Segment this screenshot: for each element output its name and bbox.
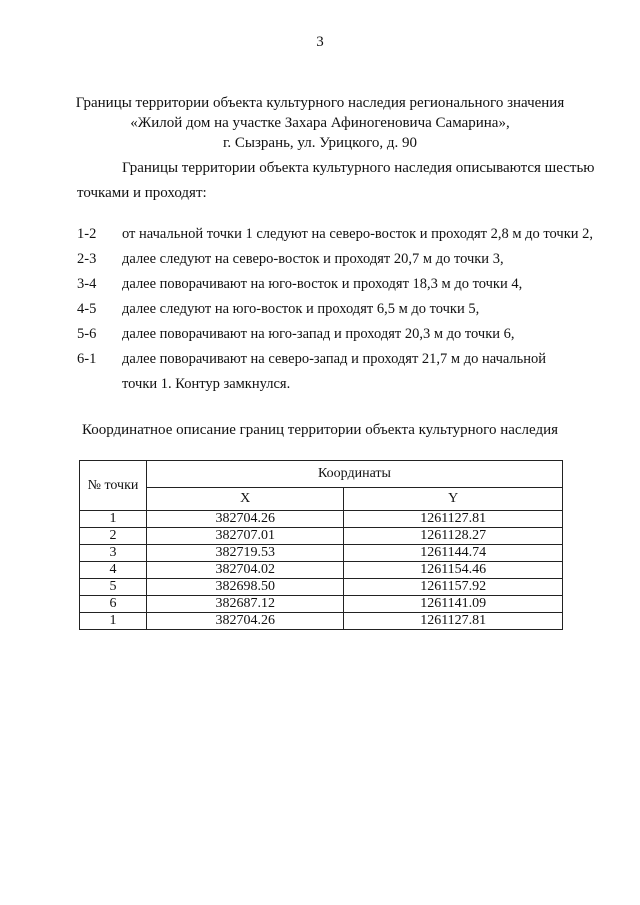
cell-y: 1261128.27 <box>344 528 563 545</box>
segment-code: 1-2 <box>77 226 97 242</box>
cell-y: 1261144.74 <box>344 545 563 562</box>
segment-text: далее поворачивают на юго-восток и проходят 18,3 м до точки 4, <box>122 276 523 292</box>
title-line: «Жилой дом на участке Захара Афиногеновича Самарина», <box>130 115 510 131</box>
cell-point: 2 <box>80 528 147 545</box>
cell-point: 4 <box>80 562 147 579</box>
cell-x: 382698.50 <box>147 579 344 596</box>
cell-point: 5 <box>80 579 147 596</box>
table-row <box>80 613 563 630</box>
table-subheader-row <box>80 488 563 511</box>
coordinates-table <box>79 460 563 630</box>
segment-code: 5-6 <box>77 326 97 342</box>
page-number: 3 <box>316 34 324 50</box>
segment-code: 4-5 <box>77 301 97 317</box>
table-row <box>80 579 563 596</box>
segment-text: далее поворачивают на юго-запад и проходят 20,3 м до точки 6, <box>122 326 515 342</box>
cell-y: 1261157.92 <box>344 579 563 596</box>
segment-continuation: точки 1. Контур замкнулся. <box>122 376 291 392</box>
intro-line: точками и проходят: <box>77 185 207 201</box>
segment-code: 6-1 <box>77 351 97 367</box>
cell-point: 1 <box>80 613 147 630</box>
table-row <box>80 511 563 528</box>
table-row <box>80 528 563 545</box>
cell-x: 382704.26 <box>147 613 344 630</box>
segment-text: далее следуют на северо-восток и проходят 20,7 м до точки 3, <box>122 251 504 267</box>
table-caption: Координатное описание границ территории объекта культурного наследия <box>81 422 559 438</box>
segment-code: 3-4 <box>77 276 97 292</box>
cell-point: 3 <box>80 545 147 562</box>
title-line: г. Сызрань, ул. Урицкого, д. 90 <box>222 135 418 151</box>
cell-y: 1261127.81 <box>344 511 563 528</box>
cell-y: 1261141.09 <box>344 596 563 613</box>
cell-x: 382707.01 <box>147 528 344 545</box>
cell-x: 382719.53 <box>147 545 344 562</box>
table-header-row <box>80 461 563 488</box>
header-y: Y <box>344 488 563 511</box>
header-point: № точки <box>80 461 147 511</box>
document-title <box>0 93 640 153</box>
cell-y: 1261154.46 <box>344 562 563 579</box>
table-row <box>80 596 563 613</box>
cell-point: 1 <box>80 511 147 528</box>
segment-text: от начальной точки 1 следуют на северо-восток и проходят 2,8 м до точки 2, <box>122 226 593 242</box>
cell-x: 382687.12 <box>147 596 344 613</box>
intro-line: Границы территории объекта культурного наследия описываются шестью <box>122 160 595 176</box>
table-row <box>80 562 563 579</box>
header-x: X <box>147 488 344 511</box>
cell-x: 382704.26 <box>147 511 344 528</box>
header-coordinates: Координаты <box>147 461 563 488</box>
title-line: Границы территории объекта культурного наследия регионального значения <box>75 95 565 111</box>
cell-y: 1261127.81 <box>344 613 563 630</box>
segment-text: далее следуют на юго-восток и проходят 6,5 м до точки 5, <box>122 301 480 317</box>
cell-x: 382704.02 <box>147 562 344 579</box>
segment-text: далее поворачивают на северо-запад и проходят 21,7 м до начальной <box>122 351 547 367</box>
cell-point: 6 <box>80 596 147 613</box>
table-row <box>80 545 563 562</box>
segment-code: 2-3 <box>77 251 97 267</box>
